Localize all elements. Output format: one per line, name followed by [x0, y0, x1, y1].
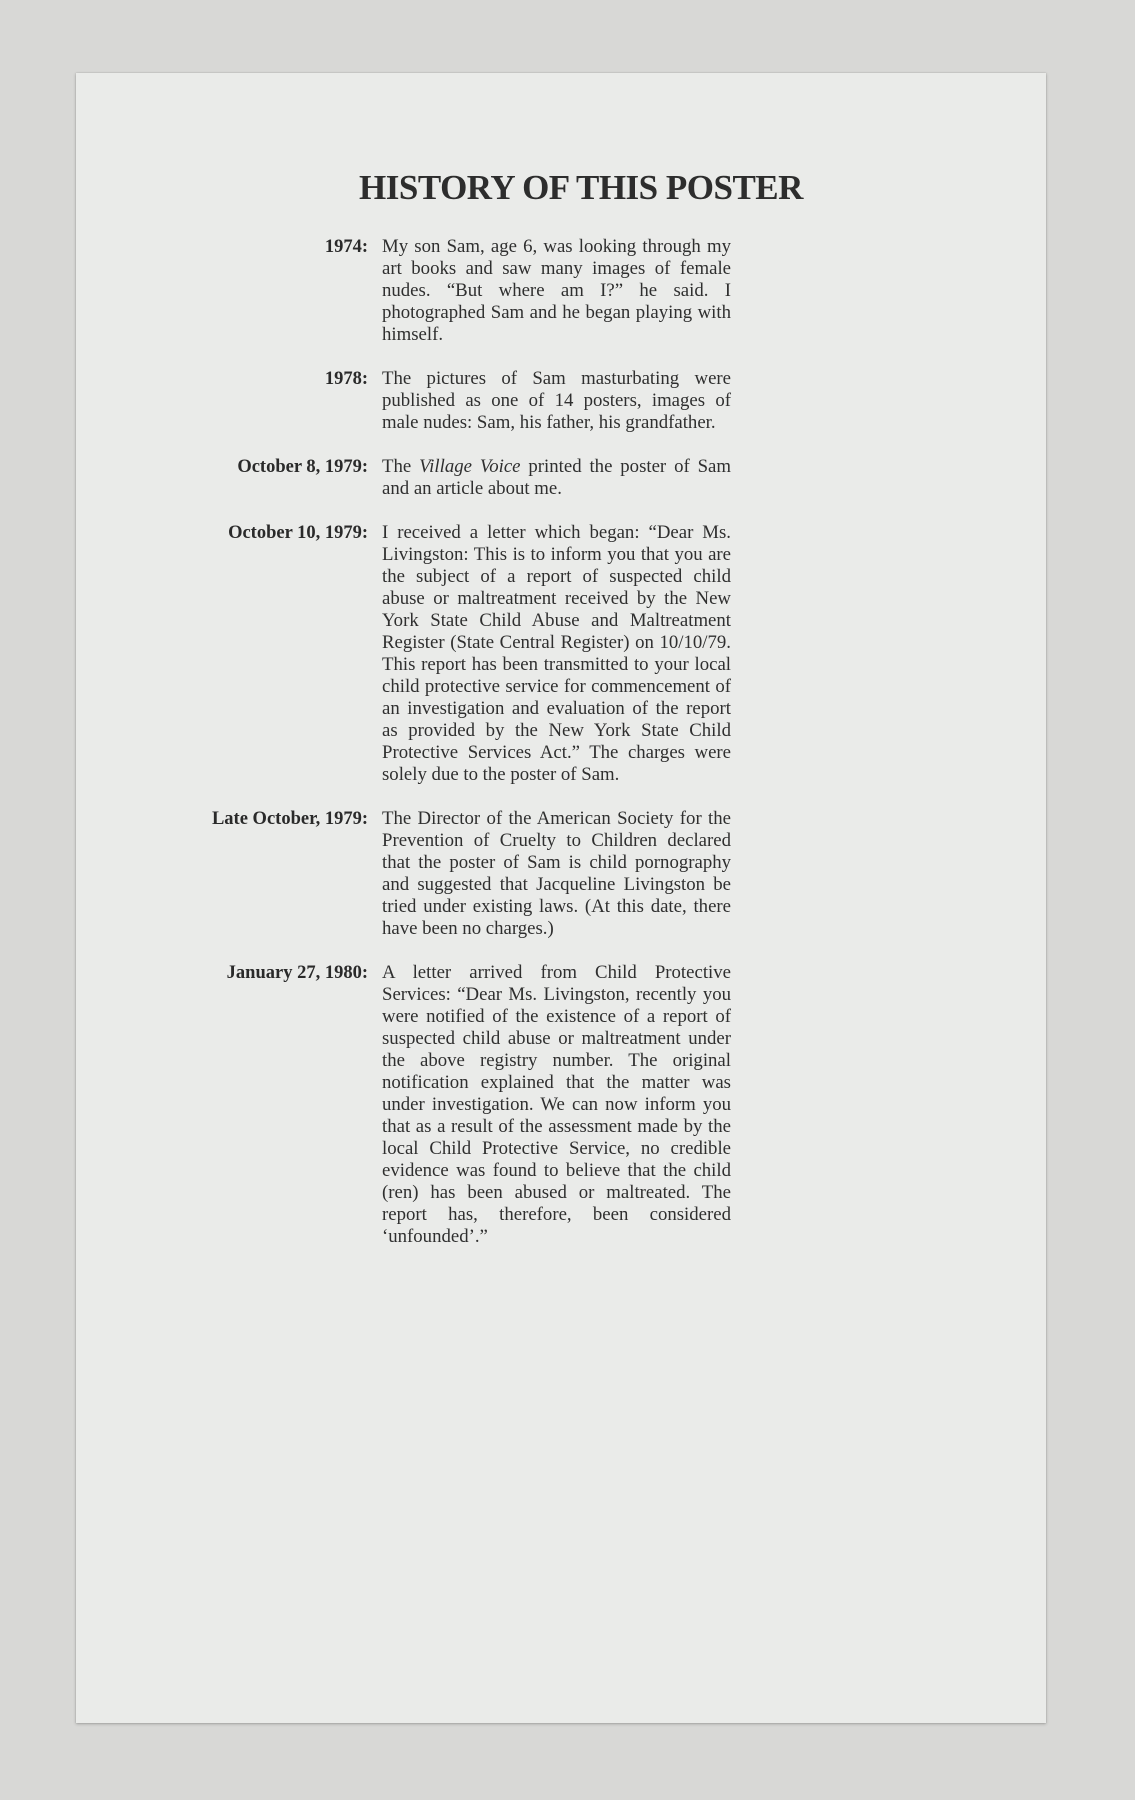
- entry-date: October 10, 1979:: [228, 523, 368, 543]
- entry-text: A letter arrived from Child Protective Services: “Dear Ms. Livingston, recently you were notified of the existence of a report of suspected child abuse or maltreatment under the above registry number. The original notification explained that the matter was under investigation. We can now inform you that as a result of the assessment made by the local Child Protective Service, no credible evidence was found to believe that the child (ren) has been abused or maltreated. The report has, therefore, been considered ‘unfounded’.”: [382, 962, 731, 1247]
- entry-text: The Director of the American Society for the Prevention of Cruelty to Children declared that the poster of Sam is child pornography and suggested that Jacqueline Livingston be tried under existing laws. (At this date, there have been no charges.): [382, 808, 731, 939]
- entry-date: Late October, 1979:: [211, 809, 368, 829]
- entry-date: 1978:: [324, 369, 368, 389]
- entry-date: October 8, 1979:: [237, 457, 368, 477]
- timeline-entry: [76, 456, 1046, 500]
- publication-name: Village Voice: [419, 456, 521, 477]
- timeline-entry: [76, 808, 1046, 940]
- timeline-entry: [76, 522, 1046, 786]
- entry-date: January 27, 1980:: [226, 963, 368, 983]
- entry-date: 1974:: [324, 237, 368, 257]
- timeline-entry: [76, 962, 1046, 1248]
- timeline-entry: [76, 236, 1046, 346]
- poster-sheet: [76, 73, 1046, 1723]
- entry-text: The pictures of Sam masturbating were published as one of 14 posters, images of male nudes: Sam, his father, his grandfather.: [382, 368, 731, 433]
- entry-text: I received a letter which began: “Dear Ms. Livingston: This is to inform you that you are the subject of a report of suspected child abuse or maltreatment received by the New York State Child Abuse and Maltreatment Register (State Central Register) on 10/10/79. This report has been transmitted to your local child protective service for commencement of an investigation and evaluation of the report as provided by the New York State Child Protective Services Act.” The charges were solely due to the poster of Sam.: [382, 522, 731, 785]
- history-timeline: [76, 236, 1046, 1270]
- page-title: HISTORY OF THIS POSTER: [359, 168, 803, 207]
- entry-text-end: printed the poster of Sam and an article about me.: [382, 456, 731, 499]
- entry-text: [382, 456, 731, 500]
- timeline-entry: [76, 368, 1046, 434]
- entry-text: My son Sam, age 6, was looking through my art books and saw many images of female nudes. “But where am I?” he said. I photographed Sam and he began playing with himself.: [382, 236, 731, 345]
- entry-text-start: The: [382, 456, 420, 477]
